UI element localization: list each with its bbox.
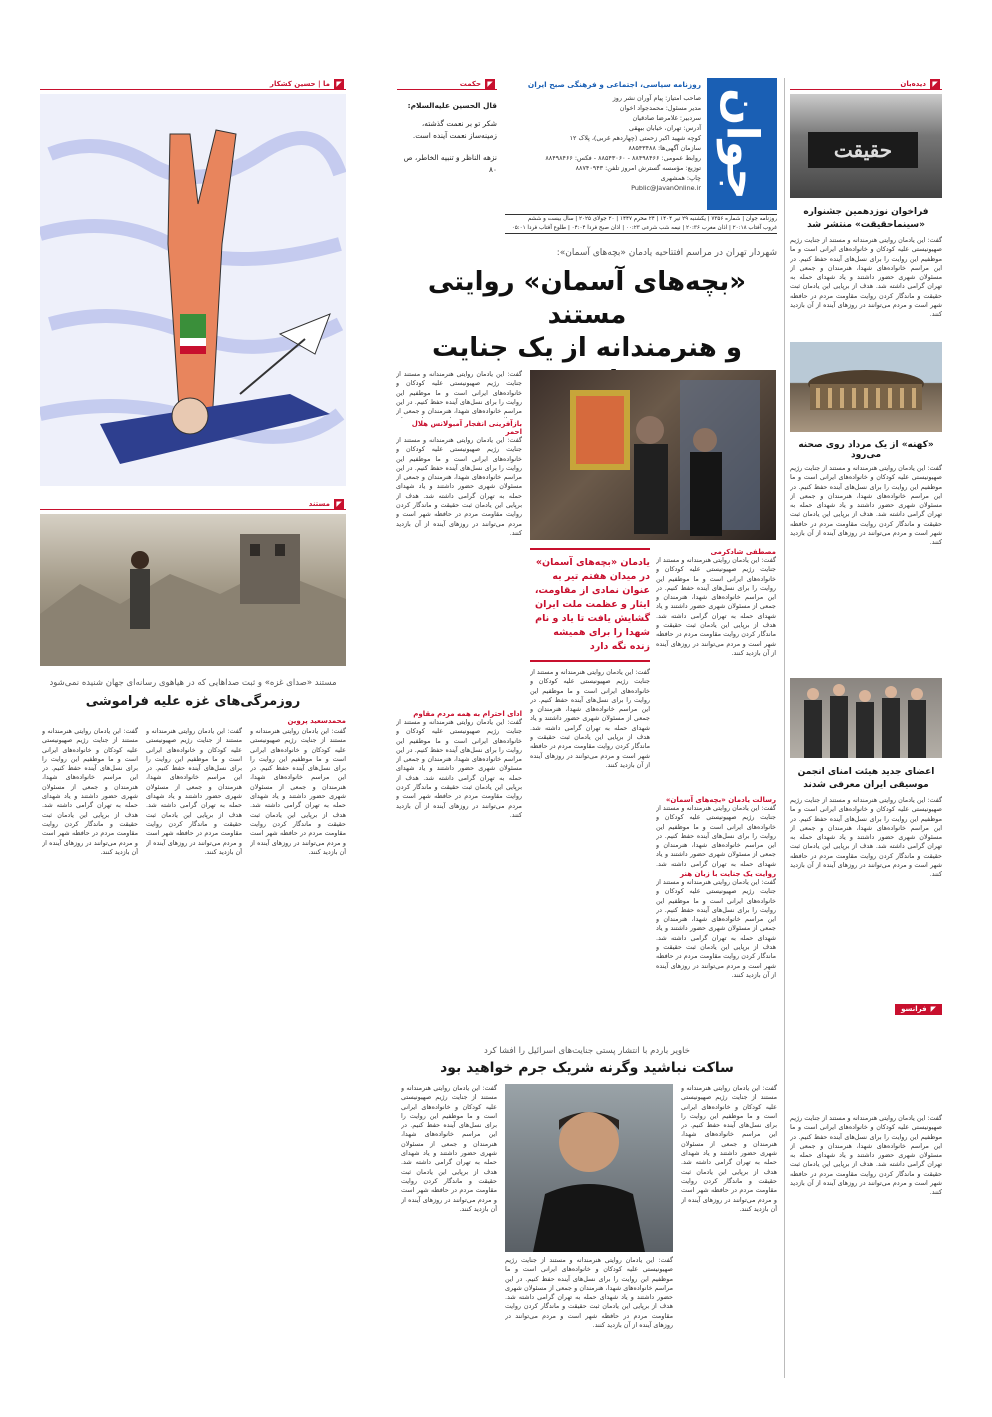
quote-body: شکر تو بر نعمت گذشته، زمینه‌ساز نعمت آینده است. (412, 119, 497, 140)
portrait-drawing (505, 1084, 673, 1252)
hekmat-kicker: ◤ حکمت (397, 78, 497, 90)
story3-title: اعضای جدید هیئت امنای انجمن موسیقی ایران معرفی شدند (797, 767, 935, 790)
lead-text-col-3 (656, 548, 776, 1078)
lead-photo (530, 370, 776, 540)
arrow-icon: ◤ (930, 1005, 936, 1013)
dateline: روزنامه جوان | شماره ۷۳۵۶ | یکشنبه ۲۹ تیر ۱۴۰۴ | ۲۴ محرم ۱۴۴۷ | ۲۰ جولای ۲۰۲۵ | سال بیست و ششم غروب آفتاب ۲۰:۱۸ | اذان مغرب ۲۰:۳۶ | نیمه شب شرعی ۰۰:۲۳ | اذان صبح فردا ۰۴:۰۴ | طلوع آفتاب فردا ۰۵:۰۱ (505, 214, 777, 234)
newspaper-page (40, 78, 942, 1378)
arrow-icon: ◤ (485, 79, 495, 89)
mostanad-body (40, 727, 346, 1297)
cartoon-image (40, 94, 346, 486)
cinema-haghighat-photo (790, 94, 942, 198)
lead-para-3: گفت: این یادمان روایتی هنرمندانه و مستند از جنایت رژیم صهیونیستی علیه کودکان و خانواده‌های ایرانی است و ما موظفیم این روایت را برای نسل‌های آینده حفظ کنیم. در این مراسم خانواده‌های شهدا، هنرمندان و جمعی از مسئولان شهری حضور داشتند و یاد شهدای حمله به تهران گرامی داشته شد. هدف از برپایی این یادمان ثبت حقیقت و ماندگار کردن روایت مقاومت مردم در حافظه شهر است و مردم می‌توانند در روزهای آینده از آن بازدید کنند. (396, 718, 522, 819)
lead-para-5: گفت: این یادمان روایتی هنرمندانه و مستند از جنایت رژیم صهیونیستی علیه کودکان و خانواده‌های ایرانی است و ما موظفیم این روایت را برای نسل‌های آینده حفظ کنیم. در این مراسم خانواده‌های شهدا، هنرمندان و جمعی از مسئولان شهری حضور داشتند و یاد شهدای حمله به تهران گرامی داشته شد. (656, 804, 776, 868)
story3-body: گفت: این یادمان روایتی هنرمندانه و مستند از جنایت رژیم صهیونیستی علیه کودکان و خانواده‌های ایرانی است و ما موظفیم این روایت را برای نسل‌های آینده حفظ کنیم. در این مراسم خانواده‌های شهدا، هنرمندان و جمعی از مسئولان شهری حضور داشتند و یاد شهدای حمله به تهران گرامی داشته شد. هدف از برپایی این یادمان ثبت حقیقت و ماندگار کردن روایت مقاومت مردم در حافظه شهر است و مردم می‌توانند در روزهای آینده از آن بازدید کنند. (790, 796, 942, 879)
people-drawing (790, 678, 942, 758)
faranso-kicker: ◤ فرانسو (895, 1004, 942, 1015)
didehban-column (790, 78, 942, 1015)
bardem-col-3: گفت: این یادمان روایتی هنرمندانه و مستند از جنایت رژیم صهیونیستی علیه کودکان و خانواده‌های ایرانی است و ما موظفیم این روایت را برای نسل‌های آینده حفظ کنیم. در این مراسم خانواده‌های شهدا، هنرمندان و جمعی از مسئولان شهری حضور داشتند و یاد شهدای حمله به تهران گرامی داشته شد. هدف از برپایی این یادمان ثبت حقیقت و ماندگار کردن روایت مقاومت مردم در حافظه شهر است و مردم می‌توانند در روزهای آینده از آن بازدید کنند. (401, 1084, 497, 1213)
masthead-info (505, 80, 701, 193)
lead-text-col-1 (396, 370, 522, 1100)
bardem-mid (505, 1084, 673, 1374)
gaza-ruins-photo (40, 514, 346, 666)
haghighat-sign: حقیقت (808, 132, 918, 168)
bardem-overline: خاویر باردم با انتشار پستی جنایت‌های اسرائیل را افشا کرد (484, 1046, 690, 1056)
bardem-body (397, 1084, 777, 1374)
hekmat-box (397, 78, 497, 240)
story2-body: گفت: این یادمان روایتی هنرمندانه و مستند از جنایت رژیم صهیونیستی علیه کودکان و خانواده‌های ایرانی است و ما موظفیم این روایت را برای نسل‌های آینده حفظ کنیم. در این مراسم خانواده‌های شهدا، هنرمندان و جمعی از مسئولان شهری حضور داشتند و یاد شهدای حمله به تهران گرامی داشته شد. هدف از برپایی این یادمان ثبت حقیقت و ماندگار کردن روایت مقاومت مردم در حافظه شهر است و مردم می‌توانند در روزهای آینده از آن بازدید کنند. (790, 464, 942, 547)
lead-para-6: گفت: این یادمان روایتی هنرمندانه و مستند از جنایت رژیم صهیونیستی علیه کودکان و خانواده‌های ایرانی است و ما موظفیم این روایت را برای نسل‌های آینده حفظ کنیم. در این مراسم خانواده‌های شهدا، هنرمندان و جمعی از مسئولان شهری حضور داشتند و یاد شهدای حمله به تهران گرامی داشته شد. هدف از برپایی این یادمان ثبت حقیقت و ماندگار کردن روایت مقاومت مردم در حافظه شهر است و مردم می‌توانند در روزهای آینده از آن بازدید کنند. (656, 878, 776, 979)
masthead-credits: صاحب امتیاز: پیام آوران نشر روز مدیر مسئول: محمدجواد اخوان سردبیر: غلامرضا صادقیان آدرس: تهران، خیابان بیهقی کوچه شهید اکبر زحمتی (چهاردهم غربی)، پلاک ۱۲ سازمان آگهی‌ها: ۸۸۵۴۳۴۸۸ روابط عمومی: ۸۸۴۹۸۴۶۶ - ۸۸۵۴۳۰۶۰ - فکس: ۸۸۴۹۸۴۶۶ توزیع: مؤسسه گسترش امروز تلفن: ۸۸۷۴۰۹۴۳ چاپ: همشهری Public@JavanOnline.ir (505, 93, 701, 193)
mostanad-headline: روزمرگی‌های غزه علیه فراموشی (85, 694, 301, 709)
lead-overline: شهردار تهران در مراسم افتتاحیه یادمان «بچه‌های آسمان»: (556, 248, 777, 258)
faranso-body: گفت: این یادمان روایتی هنرمندانه و مستند از جنایت رژیم صهیونیستی علیه کودکان و خانواده‌های ایرانی است و ما موظفیم این روایت را برای نسل‌های آینده حفظ کنیم. در این مراسم خانواده‌های شهدا، هنرمندان و جمعی از مسئولان شهری حضور داشتند و یاد شهدای حمله به تهران گرامی داشته شد. هدف از برپایی این یادمان ثبت حقیقت و ماندگار کردن روایت مقاومت مردم در حافظه شهر است و مردم می‌توانند در روزهای آینده از آن بازدید کنند. (790, 1114, 942, 1197)
quote-author: قال الحسین علیه‌السلام: (407, 101, 497, 110)
mostanad-col-1: گفت: این یادمان روایتی هنرمندانه و مستند از جنایت رژیم صهیونیستی علیه کودکان و خانواده‌های ایرانی است و ما موظفیم این روایت را برای نسل‌های آینده حفظ کنیم. در این مراسم خانواده‌های شهدا، هنرمندان و جمعی از مسئولان شهری حضور داشتند و یاد شهدای حمله به تهران گرامی داشته شد. هدف از برپایی این یادمان ثبت حقیقت و ماندگار کردن روایت مقاومت مردم در حافظه شهر است و مردم می‌توانند در روزهای آینده از آن بازدید کنند. (250, 727, 346, 856)
lead-pull-quote: یادمان «بچه‌های آسمان» در میدان هفتم تیر به عنوان نمادی از مقاومت، ایثار و عظمت ملت ایران گشایش یافت تا یاد و نام شهدا را برای همیشه زنده نگه دارد (530, 548, 650, 662)
mostanad-col-2: گفت: این یادمان روایتی هنرمندانه و مستند از جنایت رژیم صهیونیستی علیه کودکان و خانواده‌های ایرانی است و ما موظفیم این روایت را برای نسل‌های آینده حفظ کنیم. در این مراسم خانواده‌های شهدا، هنرمندان و جمعی از مسئولان شهری حضور داشتند و یاد شهدای حمله به تهران گرامی داشته شد. هدف از برپایی این یادمان ثبت حقیقت و ماندگار کردن روایت مقاومت مردم در حافظه شهر است و مردم می‌توانند در روزهای آینده از آن بازدید کنند. (146, 727, 242, 856)
lead-para-4: گفت: این یادمان روایتی هنرمندانه و مستند از جنایت رژیم صهیونیستی علیه کودکان و خانواده‌های ایرانی است و ما موظفیم این روایت را برای نسل‌های آینده حفظ کنیم. در این مراسم خانواده‌های شهدا، هنرمندان و جمعی از مسئولان شهری حضور داشتند و یاد شهدای حمله به تهران گرامی داشته شد. هدف از برپایی این یادمان ثبت حقیقت و ماندگار کردن روایت مقاومت مردم در حافظه شهر است و مردم می‌توانند در روزهای آینده از آن بازدید کنند. (656, 556, 776, 657)
column-divider (784, 78, 785, 1378)
masthead-logo: جوان (707, 78, 777, 210)
lead-author: مصطفی شادکرمی (710, 548, 776, 556)
lead-subhead-2: ادای احترام به همه مردم مقاوم (413, 710, 522, 718)
lead-subhead-4: رسالت یادمان «بچه‌های آسمان» (665, 796, 776, 804)
quote-source: نزهه الناظر و تنبیه الخاطر، ص ۸۰ (403, 153, 497, 174)
mostanad-author: محمدسعید پروین (287, 717, 346, 725)
mostanad-kicker: ◤ مستند (40, 498, 346, 510)
mostanad-story (40, 498, 346, 1297)
lead-para-2: گفت: این یادمان روایتی هنرمندانه و مستند از جنایت رژیم صهیونیستی علیه کودکان و خانواده‌های ایرانی است و ما موظفیم این روایت را برای نسل‌های آینده حفظ کنیم. در این مراسم خانواده‌های شهدا، هنرمندان و جمعی از مسئولان شهری حضور داشتند و یاد شهدای حمله به تهران گرامی داشته شد. هدف از برپایی این یادمان ثبت حقیقت و ماندگار کردن روایت مقاومت مردم در حافظه شهر است و مردم می‌توانند در روزهای آینده از آن بازدید کنند. (396, 436, 522, 537)
arrow-icon: ◤ (930, 79, 940, 89)
bardem-story (397, 1046, 777, 1374)
theater-drawing (790, 342, 942, 432)
lead-para-7: گفت: این یادمان روایتی هنرمندانه و مستند از جنایت رژیم صهیونیستی علیه کودکان و خانواده‌های ایرانی است و ما موظفیم این روایت را برای نسل‌های آینده حفظ کنیم. در این مراسم خانواده‌های شهدا، هنرمندان و جمعی از مسئولان شهری حضور داشتند و یاد شهدای حمله به تهران گرامی داشته شد. هدف از برپایی این یادمان ثبت حقیقت و ماندگار کردن روایت مقاومت مردم در حافظه شهر است و مردم می‌توانند در روزهای آینده از آن بازدید کنند. (530, 668, 650, 769)
lead-subhead-1: بازآفرینی انفجار آمبولانس هلال احمر (411, 420, 522, 436)
bardem-photo (505, 1084, 673, 1252)
arrow-icon: ◤ (334, 499, 344, 509)
lead-para-1: گفت: این یادمان روایتی هنرمندانه و مستند از جنایت رژیم صهیونیستی علیه کودکان و خانواده‌های ایرانی است و ما موظفیم این روایت را برای نسل‌های آینده حفظ کنیم. در این مراسم خانواده‌های شهدا، هنرمندان و جمعی از (396, 370, 522, 416)
story1-body: گفت: این یادمان روایتی هنرمندانه و مستند از جنایت رژیم صهیونیستی علیه کودکان و خانواده‌های ایرانی است و ما موظفیم این روایت را برای نسل‌های آینده حفظ کنیم. در این مراسم خانواده‌های شهدا، هنرمندان و جمعی از مسئولان شهری حضور داشتند و یاد شهدای حمله به تهران گرامی داشته شد. هدف از برپایی این یادمان ثبت حقیقت و ماندگار کردن روایت مقاومت مردم در حافظه شهر است و مردم می‌توانند در روزهای آینده از آن بازدید کنند. (790, 236, 942, 319)
mostanad-overline: مستند «صدای غزه» و ثبت صداهایی که در هیاهوی رسانه‌ای جهان شنیده نمی‌شود (49, 678, 337, 688)
ruins-drawing (40, 514, 346, 666)
city-theater-photo (790, 342, 942, 432)
bardem-col-2: گفت: این یادمان روایتی هنرمندانه و مستند از جنایت رژیم صهیونیستی علیه کودکان و خانواده‌های ایرانی است و ما موظفیم این روایت را برای نسل‌های آینده حفظ کنیم. در این مراسم خانواده‌های شهدا، هنرمندان و جمعی از مسئولان شهری حضور داشتند و یاد شهدای حمله به تهران گرامی داشته شد. هدف از برپایی این یادمان ثبت حقیقت و ماندگار کردن روایت مقاومت مردم در حافظه شهر است و مردم می‌توانند در روزهای آینده از آن بازدید کنند. (505, 1256, 673, 1330)
mostanad-col-3: گفت: این یادمان روایتی هنرمندانه و مستند از جنایت رژیم صهیونیستی علیه کودکان و خانواده‌های ایرانی است و ما موظفیم این روایت را برای نسل‌های آینده حفظ کنیم. در این مراسم خانواده‌های شهدا، هنرمندان و جمعی از مسئولان شهری حضور داشتند و یاد شهدای حمله به تهران گرامی داشته شد. هدف از برپایی این یادمان ثبت حقیقت و ماندگار کردن روایت مقاومت مردم در حافظه شهر است و مردم می‌توانند در روزهای آینده از آن بازدید کنند. (42, 727, 138, 856)
story2-title: «کهنه» از یک مرداد روی صحنه می‌رود (798, 440, 934, 460)
memorial-drawing (530, 370, 776, 540)
arrow-icon: ◤ (334, 79, 344, 89)
faranso-story (790, 1114, 942, 1370)
bardem-headline: ساکت نباشید وگرنه شریک جرم خواهید بود (440, 1060, 734, 1076)
email-link[interactable]: Public@JavanOnline.ir (631, 184, 701, 192)
didehban-kicker: ◤ دیده‌بان (790, 78, 942, 90)
cartoon-kicker: ◤ ما | حسین کشکار (40, 78, 346, 90)
lead-subhead-3: روایت یک جنایت با زبان هنر (680, 870, 776, 878)
hekmat-text (397, 100, 497, 176)
masthead (505, 78, 777, 240)
cartoon-panel (40, 78, 346, 488)
cartoon-drawing (40, 94, 346, 486)
story1-title: فراخوان نوزدهمین جشنواره «سینماحقیقت» منتشر شد (803, 207, 929, 230)
tagline: روزنامه سیاسی، اجتماعی و فرهنگی صبح ایران (527, 80, 701, 89)
bardem-col-1: گفت: این یادمان روایتی هنرمندانه و مستند از جنایت رژیم صهیونیستی علیه کودکان و خانواده‌های ایرانی است و ما موظفیم این روایت را برای نسل‌های آینده حفظ کنیم. در این مراسم خانواده‌های شهدا، هنرمندان و جمعی از مسئولان شهری حضور داشتند و یاد شهدای حمله به تهران گرامی داشته شد. هدف از برپایی این یادمان ثبت حقیقت و ماندگار کردن روایت مقاومت مردم در حافظه شهر است و مردم می‌توانند در روزهای آینده از آن بازدید کنند. (681, 1084, 777, 1213)
music-board-photo (790, 678, 942, 758)
lead-headline: «بچه‌های آسمان» روایتی مستند و هنرمندانه از یک جنایت (427, 267, 747, 363)
